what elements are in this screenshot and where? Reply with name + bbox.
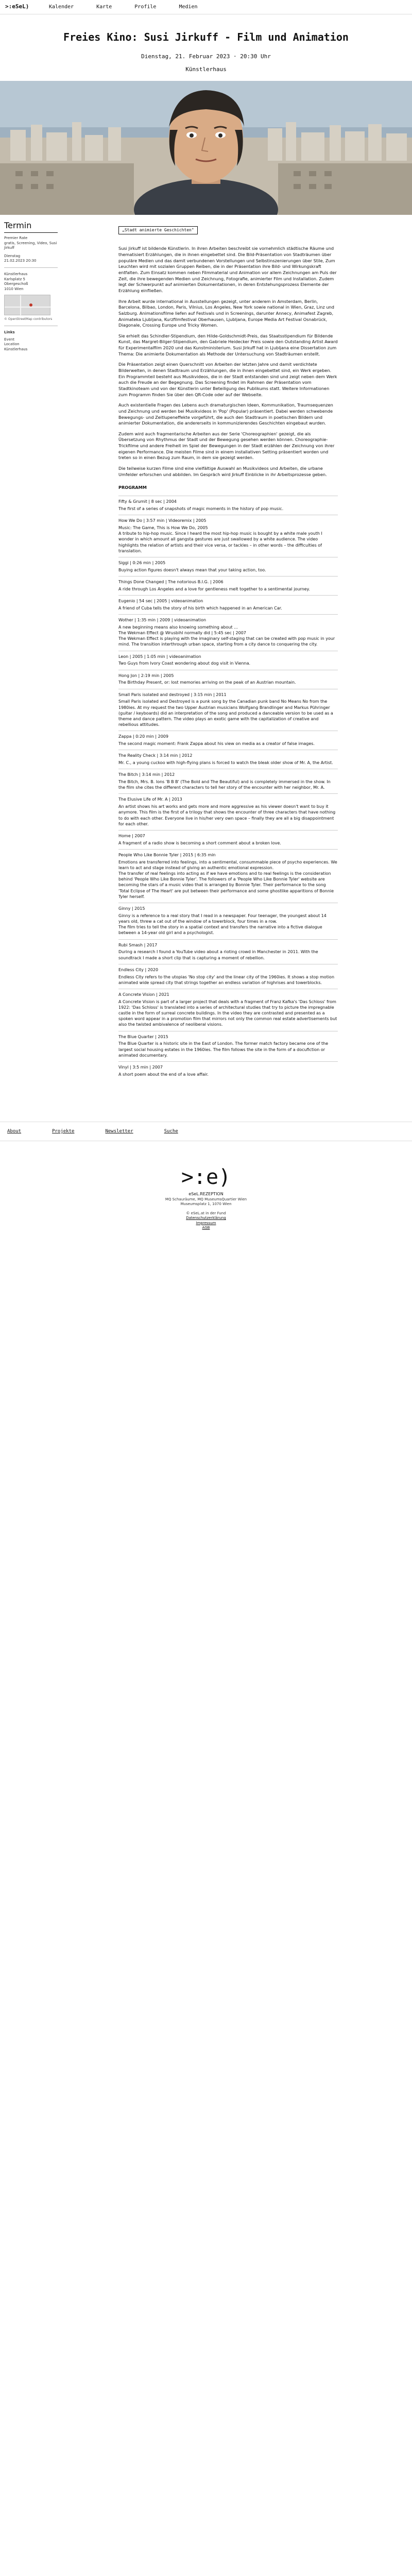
- footer-nav: [0, 1122, 412, 1141]
- film-title: Things Done Changed | The notorious B.I.G. | 2006: [118, 580, 224, 585]
- film-item: [118, 903, 338, 939]
- film-item: [118, 830, 338, 849]
- film-title: Ginny | 2015: [118, 906, 145, 911]
- film-description: The second magic moment: Frank Zappa about his view on media as a creator of false images.: [118, 741, 315, 747]
- description-paragraph: Auch existentielle Fragen des Lebens auch dramaturgischen Ideen, Kommunikation, Traumsequenzen und Zeichnung und werden bei Musikvideos in 'Pop' (Popular) präsentiert. Dabei werden schwebende Bewegungs- und Zeitlupeneffekte vorgeführt, die auch den Stadtraum in poetischen Bildern und animierter Dokumentation, die andererseits in kommunizierendes Geschichten eingebaut wurden.: [118, 402, 333, 426]
- event-type: Premier Rate: [4, 236, 28, 241]
- description-paragraph: Zudem wird auch fragmentarische Arbeiten aus der Serie 'Choreographien' gezeigt, die als Übersetzung von Rhythmus der Stadt und der Bewegung gesehen werden können. Choreographie-Trickfilme und andere Freiheit im Spiel der Bewegungen in der Stadt erzählen der Zeichnung von ihrer eigenen Performance. Die meisten Filme sind in einem installativen Setting präsentiert worden und treten so in einen Bezug zum Raum, in dem sie gezeigt werden.: [118, 431, 335, 461]
- film-description: The Birthday Present, or: lost memories arriving on the peak of an Austrian mountain.: [118, 680, 296, 685]
- top-bar: [0, 0, 412, 14]
- film-list: [118, 496, 338, 1080]
- link-location[interactable]: Location: [4, 342, 20, 347]
- sidebar: [4, 215, 62, 1080]
- film-description: A Concrete Vision is part of a larger project that deals with a fragment of Franz Kafka's 'Das Schloss' from 1922: 'Das Schloss' is translated into a series of architectural studies that try to picture the impregnable castle in the form of surreal concrete buildings. In the video they are contrasted and presented as a spoken word appear in a promotion film that mirrors not only the common real estate advertisements but also the twisted ambivalence of neoliberal visions.: [118, 999, 337, 1027]
- nav-kalender[interactable]: Kalender: [49, 4, 74, 10]
- film-title: People Who Like Bonnie Tyler | 2015 | 6:35 min: [118, 852, 216, 857]
- film-description: During a research I found a YouTube video about a rioting crowd in Manchester in 2011. With the soundtrack I made a short clip that is capturing a moment of rebellion.: [118, 950, 318, 960]
- film-title: Endless City | 2020: [118, 967, 159, 972]
- film-item: [118, 1031, 338, 1061]
- description-paragraph: Ihre Arbeit wurde international in Ausstellungen gezeigt, unter anderem in Amsterdam, Berlin, Barcelona, Bilbao, London, Paris, Vilnius, Los Angeles, New York sowie national in Wien, Graz, Linz und Salzburg. Animationsfilme liefen auf Festivals und in Screenings, darunter Annecy, Animafest Zagreb, Animateka Ljubljana, Kurzfilmfestival Oberhausen, Ljubljana, Europe Media Art Festival Osnabrück, Diagonale, Crossing Europe und Tricky Women.: [118, 298, 334, 328]
- film-item: [118, 939, 338, 964]
- event-venue: Künstlerhaus: [185, 65, 227, 73]
- terms-link[interactable]: AGB: [202, 1226, 210, 1230]
- footer-logo: >:e): [181, 1165, 231, 1190]
- film-description: The first of a series of snapshots of magic moments in the history of pop music.: [118, 506, 284, 512]
- sidebar-title: Termin: [4, 220, 58, 233]
- divider: [4, 267, 58, 268]
- map-road: [20, 295, 21, 316]
- film-item: [118, 964, 338, 989]
- film-title: Leon | 2005 | 1:05 min | videoanimation: [118, 654, 201, 659]
- main-area: [0, 215, 412, 1080]
- description-paragraph: Susi Jirkuff ist bildende Künstlerin. In ihren Arbeiten beschreibt sie vornehmlich städtische Räume und thematisiert Erzählungen, die in ihnen eingebettet sind. Die Bild-Präsentation von Stadträumen über populäre Medien und das damit verbundenen Vorstellungen und Selbstinszenierungen über Stile, Zum Leuchten wird mit sozialen Gruppen Reiben, die in der Präsentation ihre Bild- und Wirkungskraft entfalten. Zum Einsatz kommen neben Filmmaterial und Animation vor allem Zeichnungen am Puls der Zeit, die ihre bewegenden Medien und Zeichnung, Fotografie, animierter Film und Installation. Zudem legt der Schwerpunkt auf animierten Dokumentationen, in deren Entstehungsprozess Elemente der Erzählung einfließen.: [118, 246, 337, 293]
- description-paragraph: Die teilweise kurzen Filme sind eine vielfältige Auswahl an Musikvideos und Arbeiten, die urbane Umfelder erforschen und abbilden. Im Gespräch wird Jirkuff Einblicke in ihr Arbeitsprozesse geben.: [118, 465, 327, 477]
- film-description: A short poem about the end of a love affair.: [118, 1072, 209, 1077]
- film-item: [118, 750, 338, 769]
- film-item: [118, 793, 338, 830]
- event-header: [0, 14, 412, 81]
- description-paragraph: Die Präsentation zeigt einen Querschnitt von Arbeiten der letzten Jahre und damit verdichtete Bilderwelten, in denen Stadtraum und Erzählungen, die in ihnen eingebettet sind, ein Werk ergeben. Ein Programmteil besteht aus Musikvideos, die in der Stadt entstanden sind und zeigt neben dem Werk auch die Freude an der Begegnung. Das Screening findet im Rahmen der Präsentation vom Stadtkinoteam und von der Künstlerin unter Beteiligung des Publikums statt. Weitere Informationen zum Programm finden Sie über den QR-Code oder auf der Webseite.: [118, 362, 337, 397]
- film-item: [118, 849, 338, 903]
- film-description: Mr. C., a young cuckoo with high-flying plans is forced to watch the bleak older show of Mr. A, the Artist.: [118, 760, 333, 766]
- film-title: The Blue Quarter | 2015: [118, 1034, 168, 1039]
- film-description: A ride through Los Angeles and a love for gentleness melt together to a sentimental journey.: [118, 586, 310, 591]
- location-link[interactable]: Künstlerhaus: [4, 272, 28, 277]
- film-item: [118, 769, 338, 793]
- film-title: Vinyl | 3:5 min | 2007: [118, 1065, 163, 1070]
- film-title: Wother | 1:35 min | 2009 | videoanimation: [118, 618, 207, 622]
- location-city: 1010 Wien: [4, 286, 24, 291]
- date-value: 21.02.2023 20:30: [4, 259, 37, 263]
- event-content: [118, 215, 338, 1080]
- link-event[interactable]: Event: [4, 337, 15, 342]
- film-description: Buying action figures doesn't always mean that your taking action, too.: [118, 567, 266, 572]
- film-item: [118, 496, 338, 515]
- film-item: [118, 670, 338, 689]
- nav-karte[interactable]: Karte: [96, 4, 112, 10]
- film-title: A Concrete Vision | 2021: [118, 992, 169, 997]
- footer-suche-link[interactable]: Suche: [164, 1129, 178, 1134]
- film-title: Siggi | 0:26 min | 2005: [118, 561, 166, 566]
- film-title: The Bitch | 3:14 min | 2012: [118, 772, 175, 777]
- film-description: Endless City refers to the utopias 'No stop city' and the linear city of the 1960ies. It shows a stop motion animated wide spread city that strings together an endless variation of highrises and towerblocks.: [118, 974, 335, 985]
- film-title: Home | 2007: [118, 833, 145, 838]
- location-address: Karlsplatz 5: [4, 277, 26, 281]
- film-title: How We Do | 3:57 min | Videoremix | 2005: [118, 518, 207, 523]
- footer-about-link[interactable]: About: [7, 1129, 22, 1134]
- site-logo[interactable]: >:eSeL): [5, 3, 29, 10]
- film-item: [118, 651, 338, 670]
- film-item: [118, 731, 338, 750]
- film-title: The Elusive Life of Mr. A | 2013: [118, 797, 182, 802]
- footer-address: Museumsplatz 1, 1070 Wien: [180, 1202, 232, 1207]
- film-description: Ginny is a reference to a real story that I read in a newspaper. Four teenager, the youngest about 14 years old, threw a cat out of the window of a towerblock, four times in a row. The film tries to tell the story in a spatial context and transfers the narrative into a fictive dialogue between a 14-year old girl and a psychologist.: [118, 913, 327, 936]
- location-map[interactable]: [4, 295, 50, 315]
- imprint-link[interactable]: Impressum: [196, 1221, 216, 1225]
- event-date: Dienstag, 21. Februar 2023 · 20:30 Uhr: [141, 53, 271, 60]
- film-title: Small Paris isolated and destroyed | 3:15 min | 2011: [118, 692, 227, 697]
- footer-projekte-link[interactable]: Projekte: [52, 1129, 75, 1134]
- main-nav: [49, 4, 198, 11]
- event-tags: gratis, Screening, Video, Susi Jirkuff: [4, 241, 57, 250]
- film-title: The Reality Check | 3:14 min | 2012: [118, 753, 193, 758]
- film-title: Fifty & Grumit | 8 sec | 2004: [118, 499, 177, 504]
- location-floor: Obergeschoß: [4, 282, 28, 286]
- subtitle-quote: „Stadt animierte Geschichten": [118, 226, 198, 235]
- film-item: [118, 614, 338, 651]
- footer-newsletter-link[interactable]: Newsletter: [105, 1129, 133, 1134]
- film-item: [118, 576, 338, 595]
- program-title: PROGRAMM: [118, 485, 147, 490]
- film-item: [118, 689, 338, 731]
- film-description: An artist shows his art works and gets more and more aggressive as his viewer doesn't want to buy it anymore. This film is the first of a trilogy that shows the encounter of three characters that have nothing to do with each other. Everyone live in his/her very own space – finally they are all a big disappointment for each other.: [118, 804, 336, 826]
- date-label: Dienstag: [4, 253, 21, 258]
- film-item: [118, 557, 338, 576]
- film-description: Small Paris isolated and Destroyed is a punk song by the Canadian punk band No Means No from the 1980ies. At my request the two Upper Austrian musicians Wolfgang Brandlinger and Markus Pühringer (guitar / keyboards) did an interpretation of the song and produced a danceable version to be used as a theme and dance pattern. The video plays an exotic game with the capitalization of creative and rebellious attitudes.: [118, 699, 333, 727]
- footer-name: eSeL.REZEPTION: [188, 1192, 224, 1197]
- film-description: A friend of Cuba tells the story of his birth which happened in an American Car.: [118, 605, 282, 611]
- film-item: [118, 1061, 338, 1080]
- film-description: The Blue Quarter is a historic site in the East of London. The former match factory became one of the largest social housing estates in the 1960ies. The film follows the site in the form of a docufiction or animated documentary.: [118, 1041, 329, 1058]
- film-title: Hong Jon | 2:19 min | 2005: [118, 673, 174, 678]
- nav-medien[interactable]: Medien: [179, 4, 198, 10]
- links-title: Links: [4, 330, 15, 335]
- link-kuenstlerhaus[interactable]: Künstlerhaus: [4, 347, 28, 351]
- film-item: [118, 989, 338, 1031]
- film-title: Zappa | 0:20 min | 2009: [118, 734, 168, 739]
- film-title: Rubi Smash | 2017: [118, 942, 158, 947]
- film-title: Eugenio | 54 sec | 2005 | videoanimation: [118, 599, 203, 604]
- film-item: [118, 595, 338, 614]
- description-paragraph: Sie erhielt das Schindler-Stipendium, den Hilde-Goldschmidt-Preis, das Staatsstipendium für Bildende Kunst, das Margret-Bilger-Stipendium, den Gabriele Heidecker Preis sowie den Outstanding Artist Award für Experimentalfilm 2020 und das Kunstministerium. Susi Jirkuff hat in Ljubljana eine Dissertation zum Thema: Die animierte Dokumentation als Methode der Untersuchung von Stadträumen erstellt.: [118, 333, 338, 357]
- privacy-link[interactable]: Datenschutzerklärung: [186, 1216, 226, 1221]
- footer-contact: © eSeL.at in der Fund: [186, 1211, 226, 1215]
- site-footer: [0, 1141, 412, 1243]
- page-title: Freies Kino: Susi Jirkuff - Film und Animation: [63, 31, 349, 43]
- film-description: A new beginning means also knowing something about ... The Wekman Effect @ Wrusbihl normally did | 5:45 sec | 2007 The Wekman Effect is playing with the imaginary self-staging that can be created with pop music in your mind. The transition interthrough urban space, starting from a city dance to conquering the city.: [118, 624, 335, 647]
- film-description: Emotions are transferred into feelings, into a sentimental, consummable piece of psycho experiences. We learn to act and stage instead of giving an authentic emotional expression. The transfer of real feelings into acting as if we have emotions and to real feelings is the consideration behind 'People Who Like Bonnie Tyler'. The followers of a 'People Who Like Bonnie Tyler' website are becoming the stars of a music video that is arranged by Bonnie Tyler. Their performance to the song 'Total Eclipse of The Heart' are put between their performance and some ghostlike apparitions of Bonnie Tyler herself.: [118, 859, 337, 899]
- footer-address: MQ Schauräume, MQ MuseumsQuartier Wien: [165, 1197, 247, 1201]
- film-description: The Bitch, Mrs. B. Ions 'B B B' (The Bold and The Beautiful) and is completely immersed in the show. In the film she cites the different characters to tell her story of the encounter with her neighbor, Mr. A.: [118, 779, 331, 790]
- film-description: A fragment of a radio show is becoming a short comment about a broken love.: [118, 840, 281, 845]
- film-description: Two Guys from Ivory Coast wondering about dog visit in Vienna.: [118, 661, 251, 666]
- film-description: Music: The Game, This is How We Do, 2005 A tribute to hip-hop music. Since I heard the most hip-hop music is bought by a white male youth I wonder in which amount all gangsta gestures are just swallowed by a white audience. The video highlights the relation of artists and their vice versa, or tackles – in other words – the difficulties of translation.: [118, 526, 322, 553]
- nav-profile[interactable]: Profile: [134, 4, 157, 10]
- film-item: [118, 515, 338, 557]
- map-road: [5, 307, 51, 308]
- map-attribution: © OpenStreetMap contributors: [4, 317, 53, 321]
- hero-image: [0, 81, 412, 215]
